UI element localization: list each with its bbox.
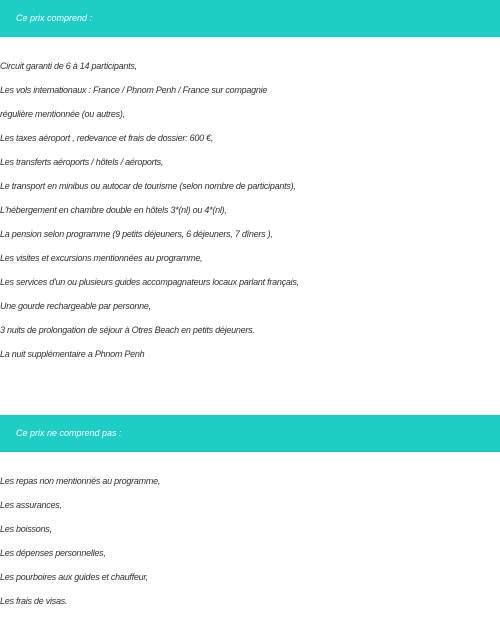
excludes-section-header: Ce prix ne comprend pas : bbox=[0, 415, 500, 452]
list-item: Les visites et excursions mentionnées au programme, bbox=[0, 253, 203, 263]
list-item: Les taxes aéroport , redevance et frais de dossier: 600 €, bbox=[0, 133, 214, 143]
list-item: Les boissons, bbox=[0, 524, 52, 534]
list-item: Une gourde rechargeable par personne, bbox=[0, 301, 151, 311]
excludes-list bbox=[0, 469, 500, 613]
list-item: Les services d'un ou plusieurs guides accompagnateurs locaux parlant français, bbox=[0, 277, 299, 287]
list-item: régulière mentionnée (ou autres), bbox=[0, 109, 125, 119]
list-item: Le transport en minibus ou autocar de tourisme (selon nombre de participants), bbox=[0, 181, 296, 191]
list-item: L'hébergement en chambre double en hôtels 3*(nl) ou 4*(nl), bbox=[0, 205, 227, 215]
list-item: La nuit supplémentaire a Phnom Penh bbox=[0, 349, 145, 359]
list-item: 3 nuits de prolongation de séjour à Otres Beach en petits déjeuners. bbox=[0, 325, 255, 335]
list-item: Les assurances, bbox=[0, 500, 62, 510]
list-item: Les repas non mentionnés au programme, bbox=[0, 476, 161, 486]
list-item: Les pourboires aux guides et chauffeur, bbox=[0, 572, 148, 582]
list-item: Les transferts aéroports / hôtels / aéroports, bbox=[0, 157, 164, 167]
list-item: Circuit garanti de 6 à 14 participants, bbox=[0, 61, 137, 71]
includes-section-header: Ce prix comprend : bbox=[0, 0, 500, 37]
list-item: Les dépenses personnelles, bbox=[0, 548, 106, 558]
list-item: La pension selon programme (9 petits déjeuners, 6 déjeuners, 7 dîners ), bbox=[0, 229, 273, 239]
list-item: Les vols internationaux : France / Phnom Penh / France sur compagnie bbox=[0, 85, 268, 95]
list-item: Les frais de visas. bbox=[0, 596, 68, 606]
includes-list bbox=[0, 54, 500, 366]
